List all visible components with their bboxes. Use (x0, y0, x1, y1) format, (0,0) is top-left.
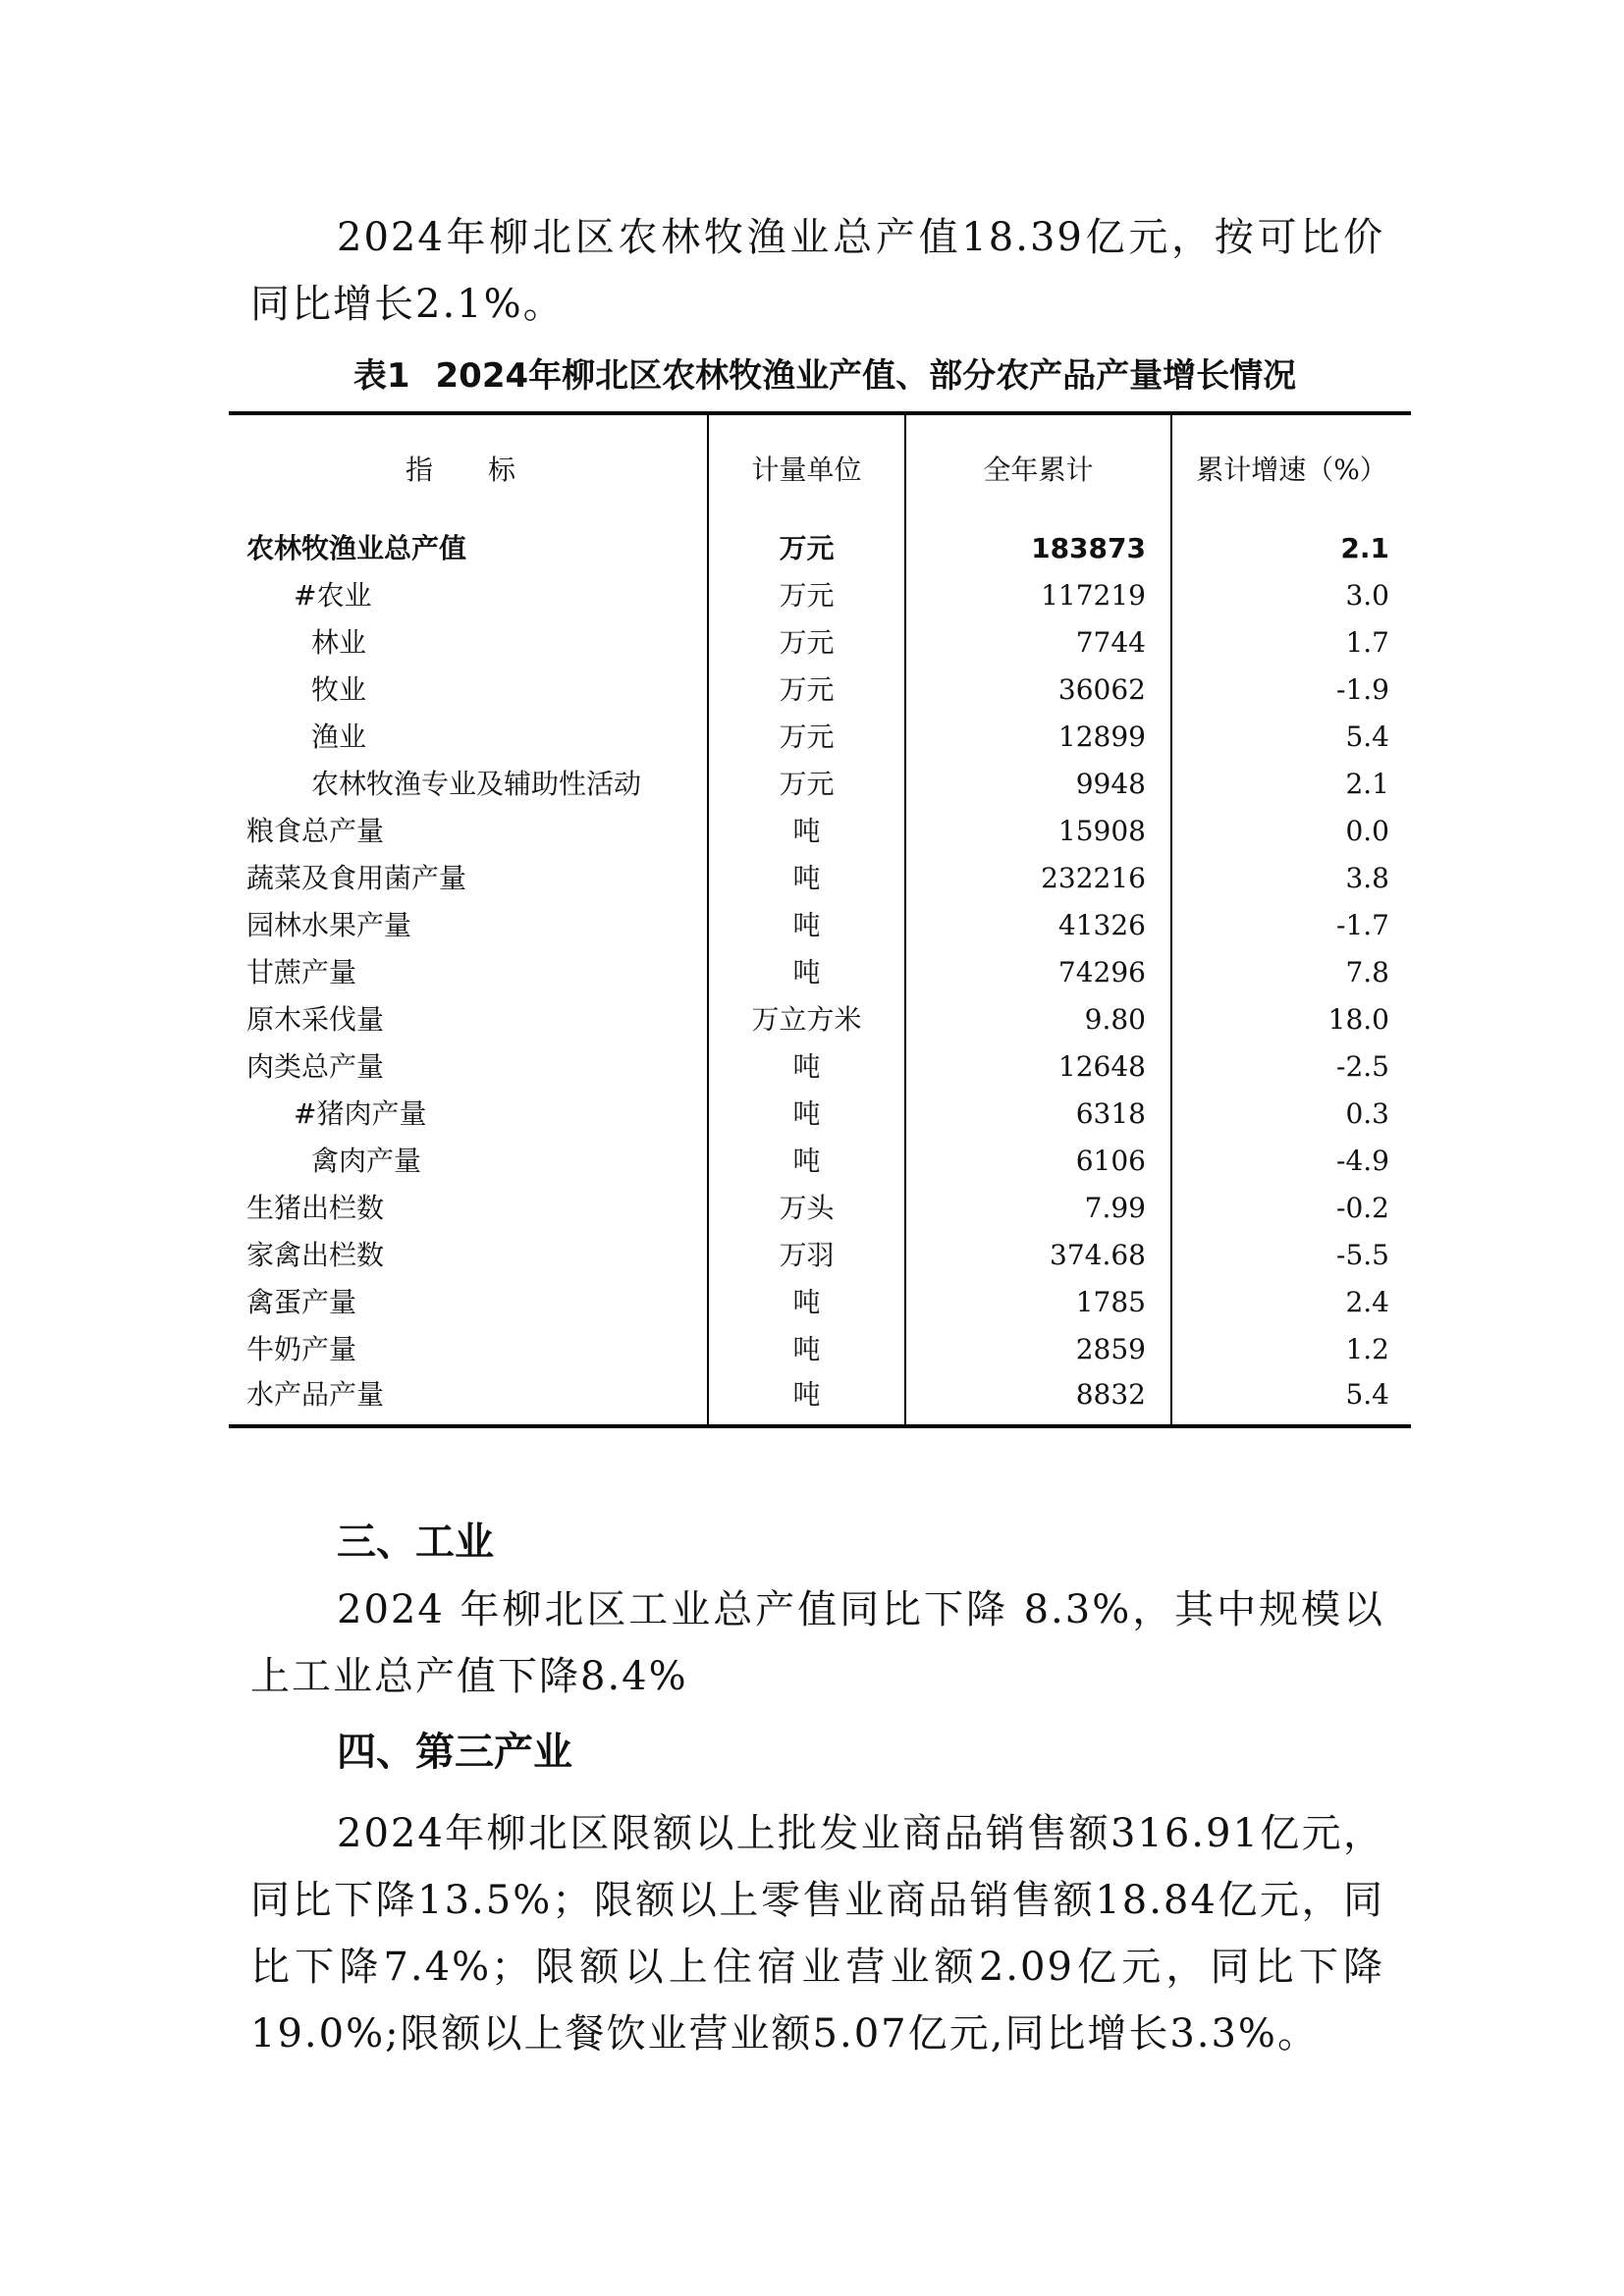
table-row (229, 1279, 1411, 1326)
unit-cell: 万元 (708, 714, 905, 761)
growth-rate-cell: 2.1 (1171, 761, 1411, 808)
indicator-cell: 牧业 (311, 673, 367, 706)
table-caption (236, 353, 1414, 399)
indicator-cell: 农林牧渔专业及辅助性活动 (311, 768, 642, 800)
growth-rate-cell: 2.4 (1171, 1279, 1411, 1326)
table-row (229, 714, 1411, 761)
unit-cell: 吨 (708, 1326, 905, 1373)
tertiary-paragraph (250, 1800, 1384, 2067)
table-row (229, 1326, 1411, 1373)
indicator-cell: 肉类总产量 (246, 1050, 385, 1083)
annual-total-cell: 74296 (905, 949, 1171, 996)
table-row (229, 667, 1411, 714)
indicator-cell: 禽蛋产量 (246, 1286, 357, 1318)
indicator-cell: 水产品产量 (246, 1378, 385, 1411)
table-row (229, 1091, 1411, 1138)
intro-paragraph (250, 204, 1384, 338)
annual-total-cell: 7744 (905, 619, 1171, 667)
unit-cell: 吨 (708, 1091, 905, 1138)
unit-cell: 吨 (708, 949, 905, 996)
unit-cell: 万元 (708, 572, 905, 619)
growth-rate-cell: -0.2 (1171, 1185, 1411, 1232)
indicator-cell: 林业 (311, 626, 367, 659)
unit-cell: 吨 (708, 1043, 905, 1091)
indicator-cell: 牛奶产量 (246, 1333, 357, 1365)
indicator-cell: 甘蔗产量 (246, 956, 357, 988)
growth-rate-cell: 5.4 (1171, 714, 1411, 761)
growth-rate-cell: 0.3 (1171, 1091, 1411, 1138)
growth-rate-cell: 3.8 (1171, 855, 1411, 902)
annual-total-cell: 7.99 (905, 1185, 1171, 1232)
unit-cell: 吨 (708, 808, 905, 855)
indicator-cell: #农业 (294, 579, 372, 612)
indicator-cell: 渔业 (311, 721, 367, 753)
table-header-row (229, 413, 1411, 525)
section-heading-industry: 三、工业 (337, 1520, 494, 1565)
annual-total-cell: 1785 (905, 1279, 1171, 1326)
indicator-cell: 园林水果产量 (246, 909, 412, 941)
annual-total-cell: 374.68 (905, 1232, 1171, 1279)
annual-total-cell: 12899 (905, 714, 1171, 761)
table-row (229, 949, 1411, 996)
table-row (229, 1373, 1411, 1426)
indicator-cell: 禽肉产量 (311, 1145, 422, 1177)
indicator-cell: #猪肉产量 (294, 1097, 427, 1130)
unit-cell: 吨 (708, 855, 905, 902)
annual-total-cell: 183873 (905, 525, 1171, 572)
table-number: 表1 (352, 356, 410, 396)
growth-rate-cell: 1.7 (1171, 619, 1411, 667)
growth-rate-cell: 3.0 (1171, 572, 1411, 619)
table-row (229, 572, 1411, 619)
unit-cell: 万头 (708, 1185, 905, 1232)
industry-paragraph (250, 1576, 1384, 1710)
growth-rate-cell: -5.5 (1171, 1232, 1411, 1279)
industry-text: 2024 年柳北区工业总产值同比下降 8.3%，其中规模以上工业总产值下降8.4% (250, 1587, 1384, 1699)
annual-total-cell: 36062 (905, 667, 1171, 714)
table-row (229, 855, 1411, 902)
table-row (229, 1185, 1411, 1232)
table-row (229, 902, 1411, 949)
table-row (229, 1232, 1411, 1279)
growth-rate-cell: 0.0 (1171, 808, 1411, 855)
indicator-cell: 农林牧渔业总产值 (246, 532, 467, 564)
table-row (229, 1138, 1411, 1185)
header-indicator: 指 标 (406, 454, 516, 486)
annual-total-cell: 2859 (905, 1326, 1171, 1373)
annual-total-cell: 232216 (905, 855, 1171, 902)
growth-rate-cell: 1.2 (1171, 1326, 1411, 1373)
annual-total-cell: 9.80 (905, 996, 1171, 1043)
annual-total-cell: 15908 (905, 808, 1171, 855)
unit-cell: 吨 (708, 1373, 905, 1426)
annual-total-cell: 12648 (905, 1043, 1171, 1091)
header-annual-total: 全年累计 (905, 413, 1171, 525)
header-growth-rate: 累计增速（%） (1171, 413, 1411, 525)
unit-cell: 吨 (708, 1138, 905, 1185)
indicator-cell: 家禽出栏数 (246, 1239, 385, 1271)
unit-cell: 吨 (708, 902, 905, 949)
growth-rate-cell: 5.4 (1171, 1373, 1411, 1426)
annual-total-cell: 117219 (905, 572, 1171, 619)
indicator-cell: 生猪出栏数 (246, 1192, 385, 1224)
unit-cell: 万元 (708, 525, 905, 572)
growth-rate-cell: -1.9 (1171, 667, 1411, 714)
growth-rate-cell: 18.0 (1171, 996, 1411, 1043)
header-unit: 计量单位 (708, 413, 905, 525)
unit-cell: 万元 (708, 761, 905, 808)
annual-total-cell: 8832 (905, 1373, 1171, 1426)
unit-cell: 吨 (708, 1279, 905, 1326)
unit-cell: 万立方米 (708, 996, 905, 1043)
unit-cell: 万羽 (708, 1232, 905, 1279)
table-row (229, 761, 1411, 808)
annual-total-cell: 41326 (905, 902, 1171, 949)
growth-rate-cell: 7.8 (1171, 949, 1411, 996)
table-row (229, 1043, 1411, 1091)
annual-total-cell: 9948 (905, 761, 1171, 808)
table-body (229, 525, 1411, 1426)
indicator-cell: 蔬菜及食用菌产量 (246, 862, 467, 894)
annual-total-cell: 6106 (905, 1138, 1171, 1185)
unit-cell: 万元 (708, 619, 905, 667)
unit-cell: 万元 (708, 667, 905, 714)
annual-total-cell: 6318 (905, 1091, 1171, 1138)
agriculture-table (229, 411, 1411, 1428)
table-row (229, 996, 1411, 1043)
tertiary-text: 2024年柳北区限额以上批发业商品销售额316.91亿元，同比下降13.5%；限额以上零售业商品销售额18.84亿元，同比下降7.4%；限额以上住宿业营业额2.09亿元，同比下降19.0%;限额以上餐饮业营业额5.07亿元,同比增长3.3%。 (250, 1811, 1384, 2056)
intro-text: 2024年柳北区农林牧渔业总产值18.39亿元，按可比价同比增长2.1%。 (250, 215, 1384, 327)
growth-rate-cell: -4.9 (1171, 1138, 1411, 1185)
table-row (229, 525, 1411, 572)
growth-rate-cell: 2.1 (1171, 525, 1411, 572)
growth-rate-cell: -2.5 (1171, 1043, 1411, 1091)
section-heading-tertiary: 四、第三产业 (337, 1730, 572, 1775)
table-row (229, 808, 1411, 855)
indicator-cell: 原木采伐量 (246, 1003, 385, 1036)
indicator-cell: 粮食总产量 (246, 815, 385, 847)
table-row (229, 619, 1411, 667)
growth-rate-cell: -1.7 (1171, 902, 1411, 949)
table-title: 2024年柳北区农林牧渔业产值、部分农产品产量增长情况 (435, 356, 1297, 396)
